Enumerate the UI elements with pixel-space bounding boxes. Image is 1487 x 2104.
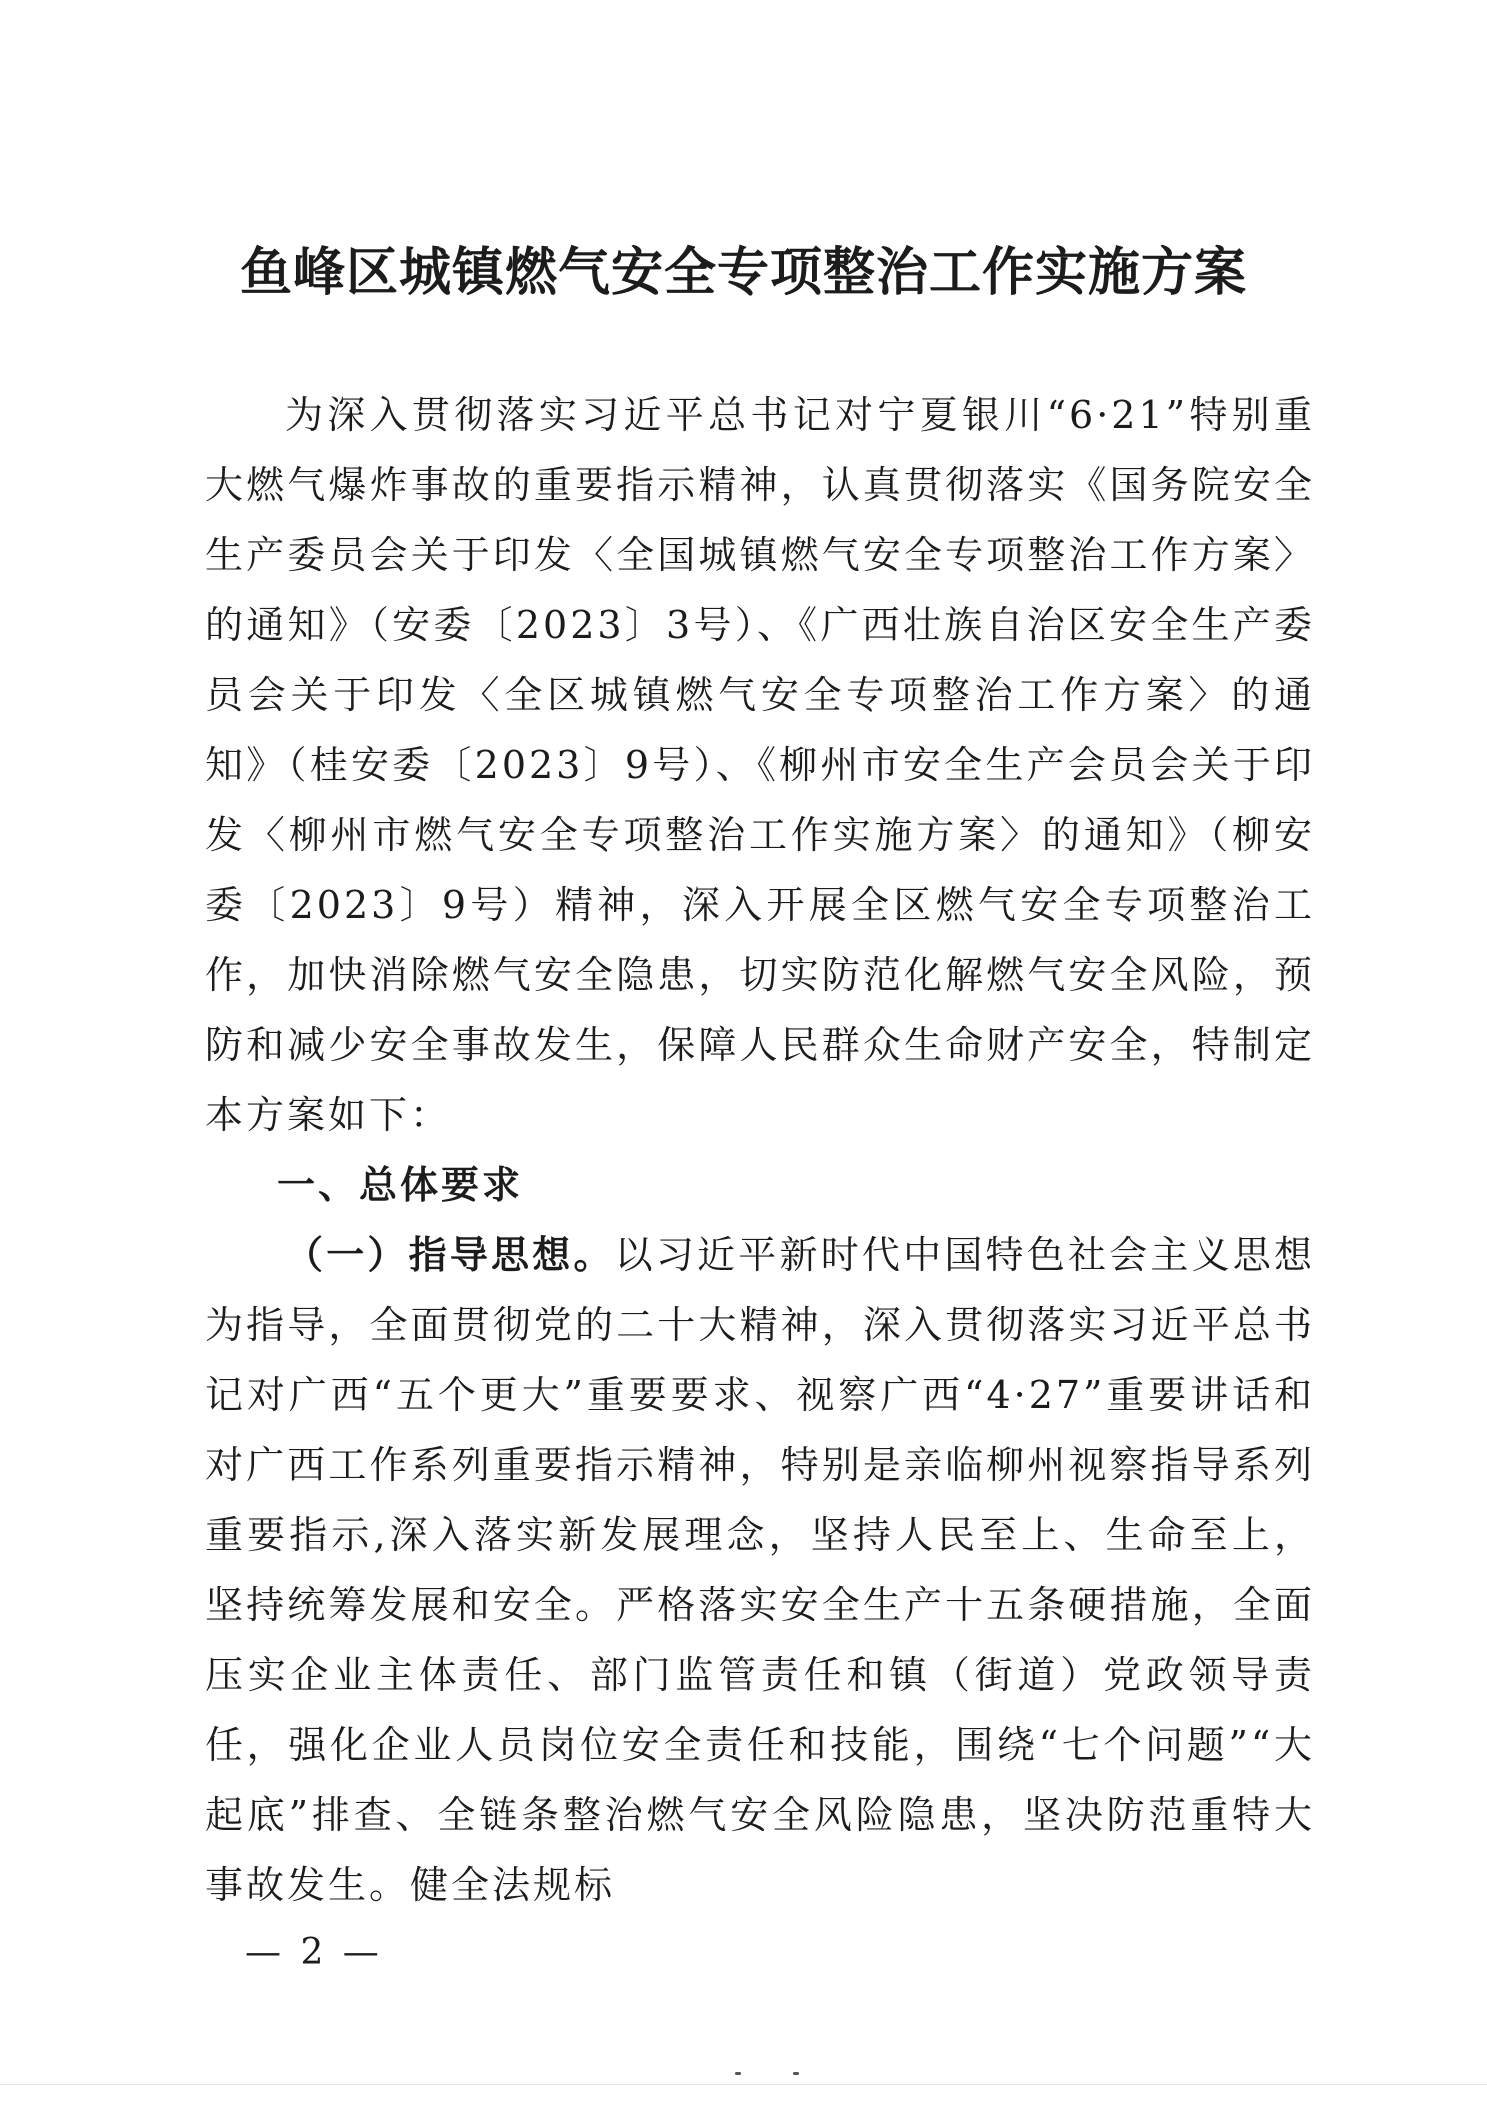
section-heading-overall-requirements: 一、总体要求 — [277, 1163, 524, 1207]
intro-paragraph: 为深入贯彻落实习近平总书记对宁夏银川“6·21”特别重大燃气爆炸事故的重要指示精神，认真贯彻落实《国务院安全生产委员会关于印发〈全国城镇燃气安全专项整治工作方案〉的通知》（安委〔2023〕3号）、《广西壮族自治区安全生产委员会关于印发〈全区城镇燃气安全专项整治工作方案〉的通知》（桂安委〔2023〕9号）、《柳州市安全生产会员会关于印发〈柳州市燃气安全专项整治工作实施方案〉的通知》（柳安委〔2023〕9号）精神，深入开展全区燃气安全专项整治工作，加快消除燃气安全隐患，切实防范化解燃气安全风险，预防和减少安全事故发生，保障人民群众生命财产安全，特制定本方案如下： — [205, 393, 1315, 1137]
guiding-thought-lead: （一）指导思想。 — [285, 1232, 615, 1277]
scan-speck — [793, 2072, 799, 2075]
guiding-thought-paragraph — [205, 1220, 1315, 1920]
guiding-thought-text: 以习近平新时代中国特色社会主义思想为指导，全面贯彻党的二十大精神，深入贯彻落实习近平总书记对广西“五个更大”重要要求、视察广西“4·27”重要讲话和对广西工作系列重要指示精神，特别是亲临柳州视察指导系列重要指示,深入落实新发展理念，坚持人民至上、生命至上，坚持统筹发展和安全。严格落实安全生产十五条硬措施，全面压实企业主体责任、部门监管责任和镇（街道）党政领导责任，强化企业人员岗位安全责任和技能，围绕“七个问题”“大起底”排查、全链条整治燃气安全风险隐患，坚决防范重特大事故发生。健全法规标 — [205, 1233, 1315, 1907]
scan-speck — [735, 2072, 741, 2075]
document-title: 鱼峰区城镇燃气安全专项整治工作实施方案 — [239, 242, 1247, 303]
page-number: — 2 — — [245, 1932, 383, 1973]
scan-bottom-edge — [0, 2084, 1487, 2085]
document-body — [205, 380, 1315, 1920]
